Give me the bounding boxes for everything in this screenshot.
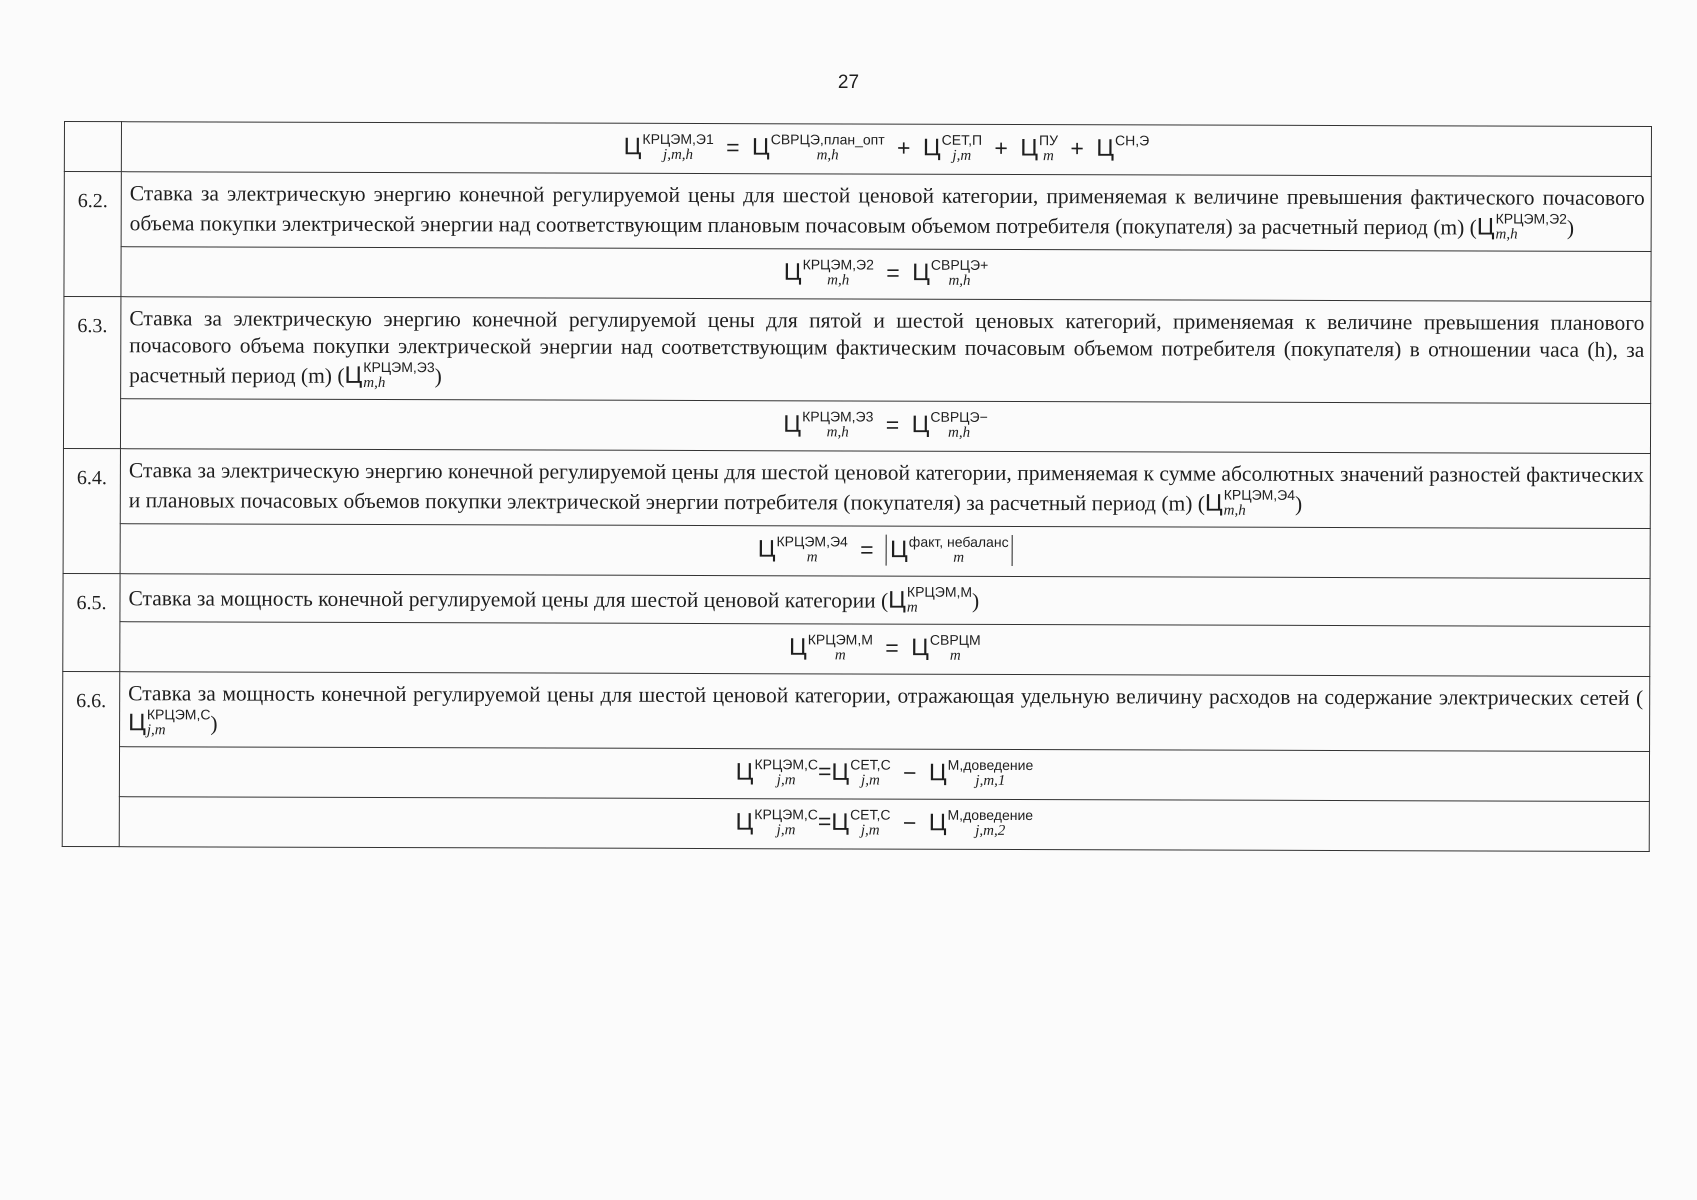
description-cell: Ставка за электрическую энергию конечной регулируемой цены для пятой и шестой ценовых категорий, применяемая к величине превышения планового почасового объема покупки электрической энергии над соответствующим фактическим почасовым объемом потребителя (покупателя) в отношении часа (h), за расчетный период (m) ( Ц КРЦЭМ,Э3 m,h ) — [121, 297, 1651, 404]
description-cell: Ставка за электрическую энергию конечной регулируемой цены для шестой ценовой категории, применяемая к величине превышения фактического почасового объема покупки электрической энергии над соответствующим плановым почасовым объемом потребителя (покупателя) за расчетный период (m) ( Ц КРЦЭМ,Э2 m,h ) — [121, 172, 1651, 252]
plus-sign: + — [897, 134, 911, 161]
formula-cell: Ц КРЦЭМ,Э4 m = Ц факт, небаланс m — [120, 524, 1650, 579]
table-row — [64, 172, 1651, 252]
table-row — [63, 523, 1650, 578]
table-row — [63, 399, 1650, 454]
equals-sign: = — [726, 134, 740, 161]
index-stack: КРЦЭМ,Э1 j,m,h — [642, 130, 714, 163]
description-cell: Ставка за мощность конечной регулируемой цены для шестой ценовой категории, отражающая удельную величину расходов на содержание электрических сетей ( Ц КРЦЭМ,С j,m ) — [120, 672, 1650, 752]
page-number: 27 — [837, 72, 860, 93]
table-row — [64, 297, 1651, 404]
formula-cell: Ц КРЦЭМ,С j,m =Ц СЕТ,С j,m − Ц М,доведение j,m,2 — [119, 797, 1649, 852]
table-row — [63, 621, 1650, 676]
row-number-cell: 6.6. — [62, 671, 120, 846]
table-row — [63, 671, 1650, 751]
absolute-value-bars: Ц факт, небаланс m — [886, 535, 1013, 566]
table-row — [62, 796, 1649, 851]
row-number-cell: 6.3. — [63, 297, 120, 449]
formula-cell: Ц КРЦЭМ,С j,m =Ц СЕТ,С j,m − Ц М,доведение j,m,1 — [119, 747, 1649, 802]
formula-cell: Ц КРЦЭМ,Э3 m,h = Ц СВРЦЭ− m,h — [120, 399, 1650, 454]
row-number-cell: 6.2. — [64, 172, 121, 297]
table-row — [64, 122, 1651, 177]
description-cell: Ставка за электрическую энергию конечной регулируемой цены для шестой ценовой категории, применяемая к сумме абсолютных значений разностей фактических и плановых почасовых объемов покупки электрической энергии потребителя (покупателя) за расчетный период (m) ( Ц КРЦЭМ,Э4 m,h ) — [120, 449, 1650, 529]
row-number-cell — [64, 122, 121, 172]
formula-cell: Ц КРЦЭМ,Э1 j,m,h = Ц СВРЦЭ,план_опт m,h + Ц СЕТ,П j,m + Ц ПУ m + Ц СН,Э — [121, 122, 1651, 177]
table-row — [63, 573, 1650, 626]
row-number-cell: 6.5. — [63, 573, 120, 671]
table-row — [63, 448, 1650, 528]
table-row — [64, 247, 1651, 302]
description-cell: Ставка за мощность конечной регулируемой цены для шестой ценовой категории ( Ц КРЦЭМ,М m ) — [120, 574, 1650, 627]
tariff-table — [62, 121, 1652, 852]
table-row — [62, 746, 1649, 801]
formula-cell: Ц КРЦЭМ,Э2 m,h = Ц СВРЦЭ+ m,h — [121, 247, 1651, 302]
formula-cell: Ц КРЦЭМ,М m = Ц СВРЦМ m — [120, 622, 1650, 677]
price-symbol: Ц — [623, 133, 642, 161]
row-number-cell: 6.4. — [63, 448, 120, 573]
